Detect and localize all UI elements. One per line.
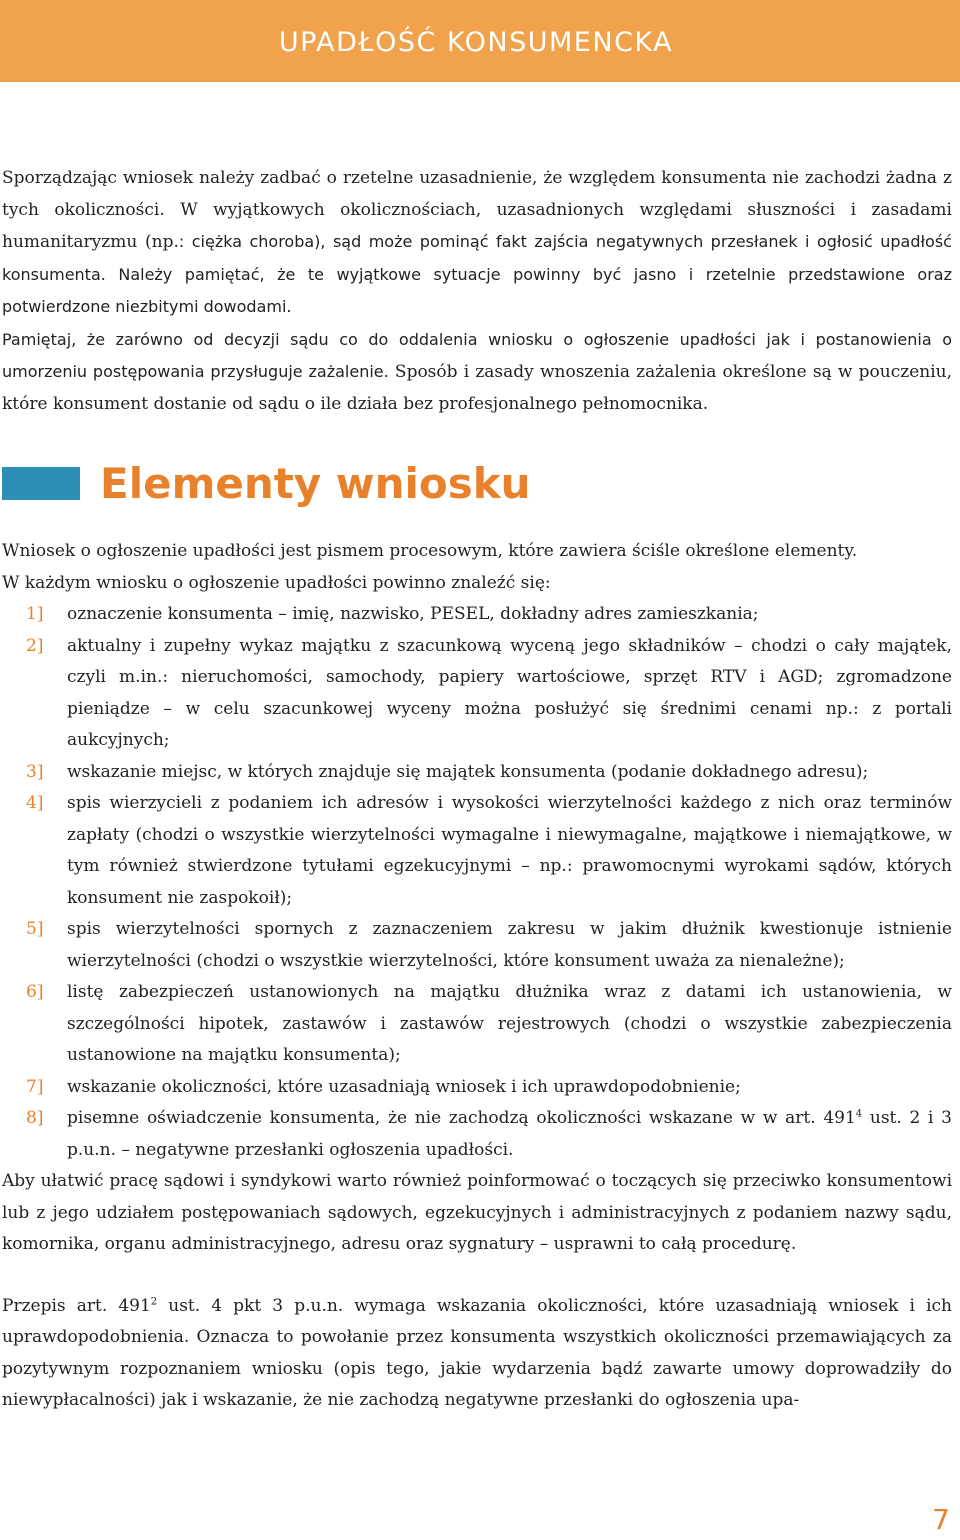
list-item-number: 5] xyxy=(26,919,44,939)
list-item xyxy=(2,631,952,757)
page-number: 7 xyxy=(932,1503,950,1536)
intro-p1-serif: Sporządzając wniosek należy zadbać o rzetelne uzasadnienie, że względem konsumenta nie zachodzi żadna z tych okoliczności. W wyjątkowych okolicznościach, uzasadnionych względami słuszności i zasadami humanitaryzmu (np. xyxy=(2,168,952,252)
list-item-text-end: ust. 2 i 3 p.u.n. – negatywne przesłanki ogłoszenia upadłości. xyxy=(67,1108,952,1160)
list-item-number: 1] xyxy=(26,604,44,624)
list-item xyxy=(2,914,952,977)
list-item-text: spis wierzytelności spornych z zaznaczeniem zakresu w jakim dłużnik kwestionuje istnienie wierzytelności (chodzi o wszystkie wierzytelności, które konsument uważa za nienależne); xyxy=(67,919,952,971)
przepis-text: Przepis art. 491 xyxy=(2,1295,151,1316)
intro-p2-serif: Sposób i zasady wnoszenia zażalenia określone są w pouczeniu, które konsument dostanie od sądu o ile działa bez profesjonalnego pełnomocnika. xyxy=(2,362,952,414)
list-item-text: pisemne oświadczenie konsumenta, że nie zachodzą okoliczności wskazane w w art. 491 xyxy=(67,1108,856,1128)
przepis-text-end: ust. 4 pkt 3 p.u.n. wymaga wskazania okoliczności, które uzasadniają wniosek i ich uprawdopodobnienia. Oznacza to powołanie przez konsumenta wszystkich okoliczności przemawiających za pozytywnym rozpoznaniem wniosku (opis tego, jakie wydarzenia bądź zawarte umowy doprowadziły do niewypłacalności) jak i wskazanie, że nie zachodzą negatywne przesłanki do ogłoszenia upa- xyxy=(2,1295,952,1410)
intro-p1-sans: : ciężka choroba), sąd może pominąć fakt zajścia negatywnych przesłanek i ogłosić upadłość konsumenta. Należy pamiętać, że te wyjątkowe sytuacje powinny być jasno i rzetelnie przedstawione oraz potwierdzone niezbitymi dowodami. xyxy=(2,232,952,316)
przepis-paragraph xyxy=(2,1291,952,1417)
section-heading: Elementy wniosku xyxy=(100,459,531,508)
list-item-text: spis wierzycieli z podaniem ich adresów i wysokości wierzytelności każdego z nich oraz terminów zapłaty (chodzi o wszystkie wierzytelności wymagalne i niewymagalne, majątkowe i niemajątkowe, w tym również stwierdzone tytułami egzekucyjnymi – np.: prawomocnymi wyrokami sądów, których konsument nie zaspokoił); xyxy=(67,793,952,908)
lead-paragraph-1: Wniosek o ogłoszenie upadłości jest pismem procesowym, które zawiera ściśle określone elementy. xyxy=(2,541,858,561)
elements-section xyxy=(2,536,952,1417)
list-item-text: aktualny i zupełny wykaz majątku z szacunkową wyceną jego składników – chodzi o cały majątek, czyli m.in.: nieruchomości, samochody, papiery wartościowe, sprzęt RTV i AGD; zgromadzone pieniądze – w celu szacunkowej wyceny można posłużyć się średnimi cenami np.: z portali aukcyjnych; xyxy=(67,635,952,750)
paragraph-spacer xyxy=(2,1261,952,1291)
list-item-number: 4] xyxy=(26,793,44,813)
lead-paragraph-2: W każdym wniosku o ogłoszenie upadłości powinno znaleźć się: xyxy=(2,572,551,593)
intro-paragraph-1 xyxy=(2,163,952,324)
after-list-paragraph: Aby ułatwić pracę sądowi i syndykowi warto również poinformować o toczących się przeciwko konsumentowi lub z jego udziałem postępowaniach sądowych, egzekucyjnych i administracyjnych z podaniem nazwy sądu, komornika, organu administracyjnego, adresu oraz sygnatury – usprawni to całą procedurę. xyxy=(2,1171,952,1254)
list-item xyxy=(2,757,952,789)
list-item-text: wskazanie okoliczności, które uzasadniają wniosek i ich uprawdopodobnienie; xyxy=(67,1076,741,1097)
list-item-number: 2] xyxy=(26,635,44,656)
intro-section xyxy=(2,163,952,420)
list-item-number: 8] xyxy=(26,1108,44,1128)
list-item xyxy=(2,977,952,1072)
list-item xyxy=(2,1103,952,1166)
heading-accent-bar xyxy=(2,467,80,500)
superscript: 4 xyxy=(855,1108,863,1120)
list-item xyxy=(2,1072,952,1104)
requirements-list xyxy=(2,599,952,1166)
list-item-text: oznaczenie konsumenta – imię, nazwisko, PESEL, dokładny adres zamieszkania; xyxy=(67,604,759,624)
list-item-number: 3] xyxy=(26,761,44,782)
list-item-number: 7] xyxy=(26,1076,44,1097)
intro-p2-sans: Pamiętaj, że zarówno od decyzji sądu co do oddalenia wniosku o ogłoszenie upadłości jak i postanowienia o umorzeniu postępowania przysługuje zażalenie. xyxy=(2,329,952,381)
superscript: 2 xyxy=(150,1295,158,1307)
list-item-number: 6] xyxy=(26,982,44,1002)
list-item xyxy=(2,788,952,914)
intro-paragraph-2 xyxy=(2,324,952,421)
page-title: UPADŁOŚĆ KONSUMENCKA xyxy=(278,27,674,58)
section-heading-row xyxy=(0,455,960,515)
list-item-text: wskazanie miejsc, w których znajduje się majątek konsumenta (podanie dokładnego adresu); xyxy=(67,761,869,782)
list-item-text: listę zabezpieczeń ustanowionych na majątku dłużnika wraz z datami ich ustanowienia, w szczególności hipotek, zastawów i zastawów rejestrowych (chodzi o wszystkie zabezpieczenia ustanowione na majątku konsumenta); xyxy=(67,982,952,1065)
list-item xyxy=(2,599,952,631)
